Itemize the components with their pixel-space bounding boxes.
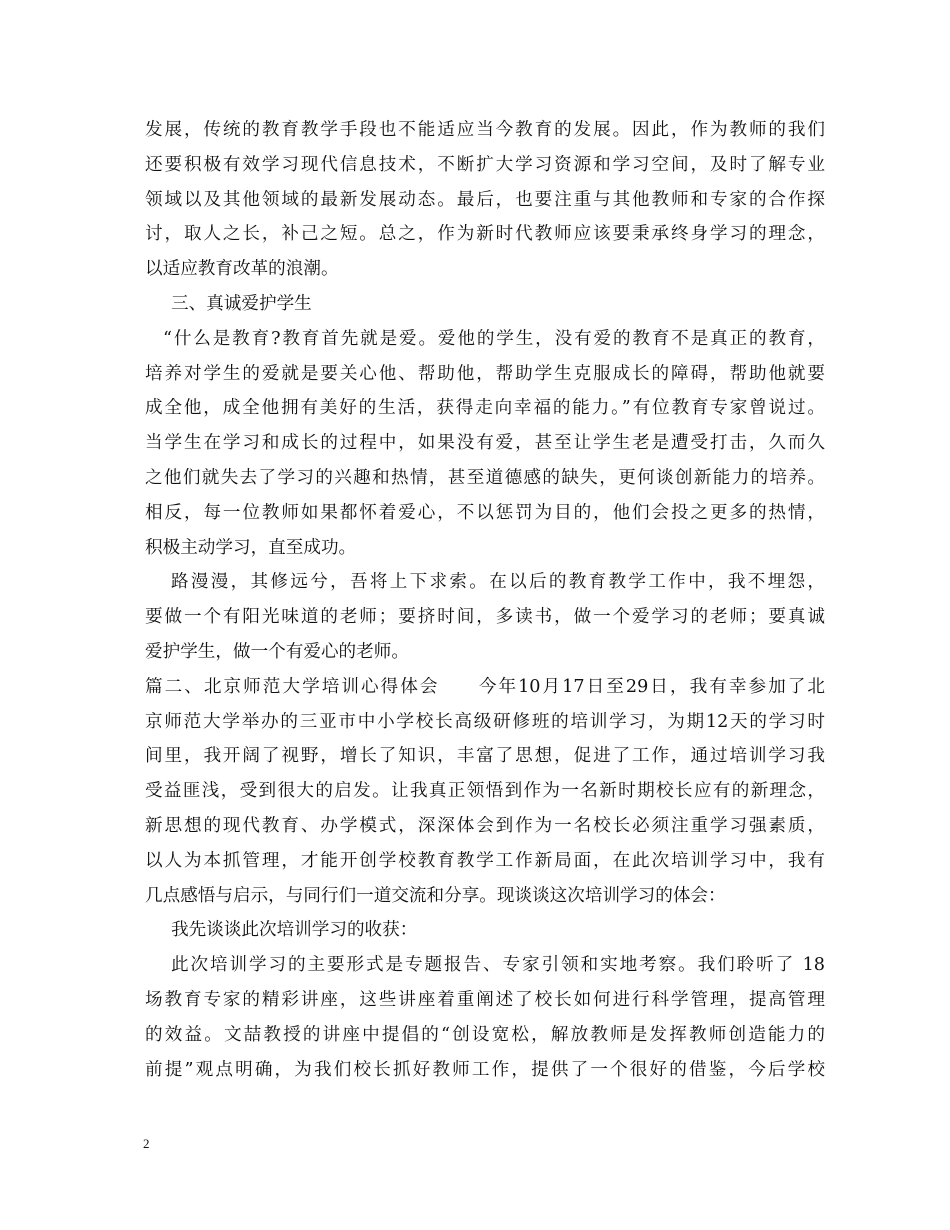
text-line: 前提”观点明确，为我们校长抓好教师工作，提供了一个很好的借鉴，今后学校 [145,1059,825,1080]
text-line: 以适应教育改革的浪潮。 [145,259,339,280]
text-line: 场教育专家的精彩讲座，这些讲座着重阐述了校长如何进行科学管理，提高管理 [145,989,825,1010]
section-heading: 三、真诚爱护学生 [171,293,312,314]
section-heading-line: 篇二、北京师范大学培训心得体会 今年10月17日至29日，我有幸参加了北 [145,676,825,697]
text-line: 我先谈谈此次培训学习的收获： [171,920,418,941]
text-line: 新思想的现代教育、办学模式，深深体会到作为一名校长必须注重学习强素质， [145,815,825,836]
text-line: 路漫漫，其修远兮，吾将上下求索。在以后的教育教学工作中，我不埋怨， [171,572,825,593]
text-line: 几点感悟与启示，与同行们一道交流和分享。现谈谈这次培训学习的体会： [145,885,726,906]
text-line: 的效益。文喆教授的讲座中提倡的“创设宽松，解放教师是发挥教师创造能力的 [145,1024,825,1045]
text-line: 受益匪浅，受到很大的启发。让我真正领悟到作为一名新时期校长应有的新理念， [145,781,825,802]
document-body [145,113,825,1087]
text-line: 讨，取人之长，补己之短。总之，作为新时代教师应该要秉承终身学习的理念， [145,224,825,245]
text-line: 发展，传统的教育教学手段也不能适应当今教育的发展。因此，作为教师的我们 [145,120,825,140]
page-number: 2 [143,1136,150,1151]
text-line: 京师范大学举办的三亚市中小学校长高级研修班的培训学习，为期12天的学习时 [145,711,825,732]
text-line: 成全他，成全他拥有美好的生活，获得走向幸福的能力。”有位教育专家曾说过。 [145,398,825,419]
text-line: 之他们就失去了学习的兴趣和热情，甚至道德感的缺失，更何谈创新能力的培养。 [145,467,825,488]
text-line: 要做一个有阳光味道的老师；要挤时间，多读书，做一个爱学习的老师；要真诚 [145,607,825,628]
text-line: 间里，我开阔了视野，增长了知识，丰富了思想，促进了工作，通过培训学习我 [145,746,825,767]
text-line: 领域以及其他领域的最新发展动态。最后，也要注重与其他教师和专家的合作探 [145,189,825,210]
text-line: 培养对学生的爱就是要关心他、帮助他，帮助学生克服成长的障碍，帮助他就要 [145,363,825,384]
text-line: “什么是教育?教育首先就是爱。爱他的学生，没有爱的教育不是真正的教育， [163,328,825,349]
text-line: 以人为本抓管理，才能开创学校教育教学工作新局面，在此次培训学习中，我有 [145,850,825,871]
text-line: 爱护学生，做一个有爱心的老师。 [145,641,409,662]
text-line: 积极主动学习，直至成功。 [145,537,357,558]
text-line: 还要积极有效学习现代信息技术，不断扩大学习资源和学习空间，及时了解专业 [145,154,825,175]
text-line: 此次培训学习的主要形式是专题报告、专家引领和实地考察。我们聆听了 18 [171,955,825,976]
text-line: 当学生在学习和成长的过程中，如果没有爱，甚至让学生老是遭受打击，久而久 [145,433,825,454]
text-line: 相反，每一位教师如果都怀着爱心，不以惩罚为目的，他们会投之更多的热情， [145,502,825,523]
